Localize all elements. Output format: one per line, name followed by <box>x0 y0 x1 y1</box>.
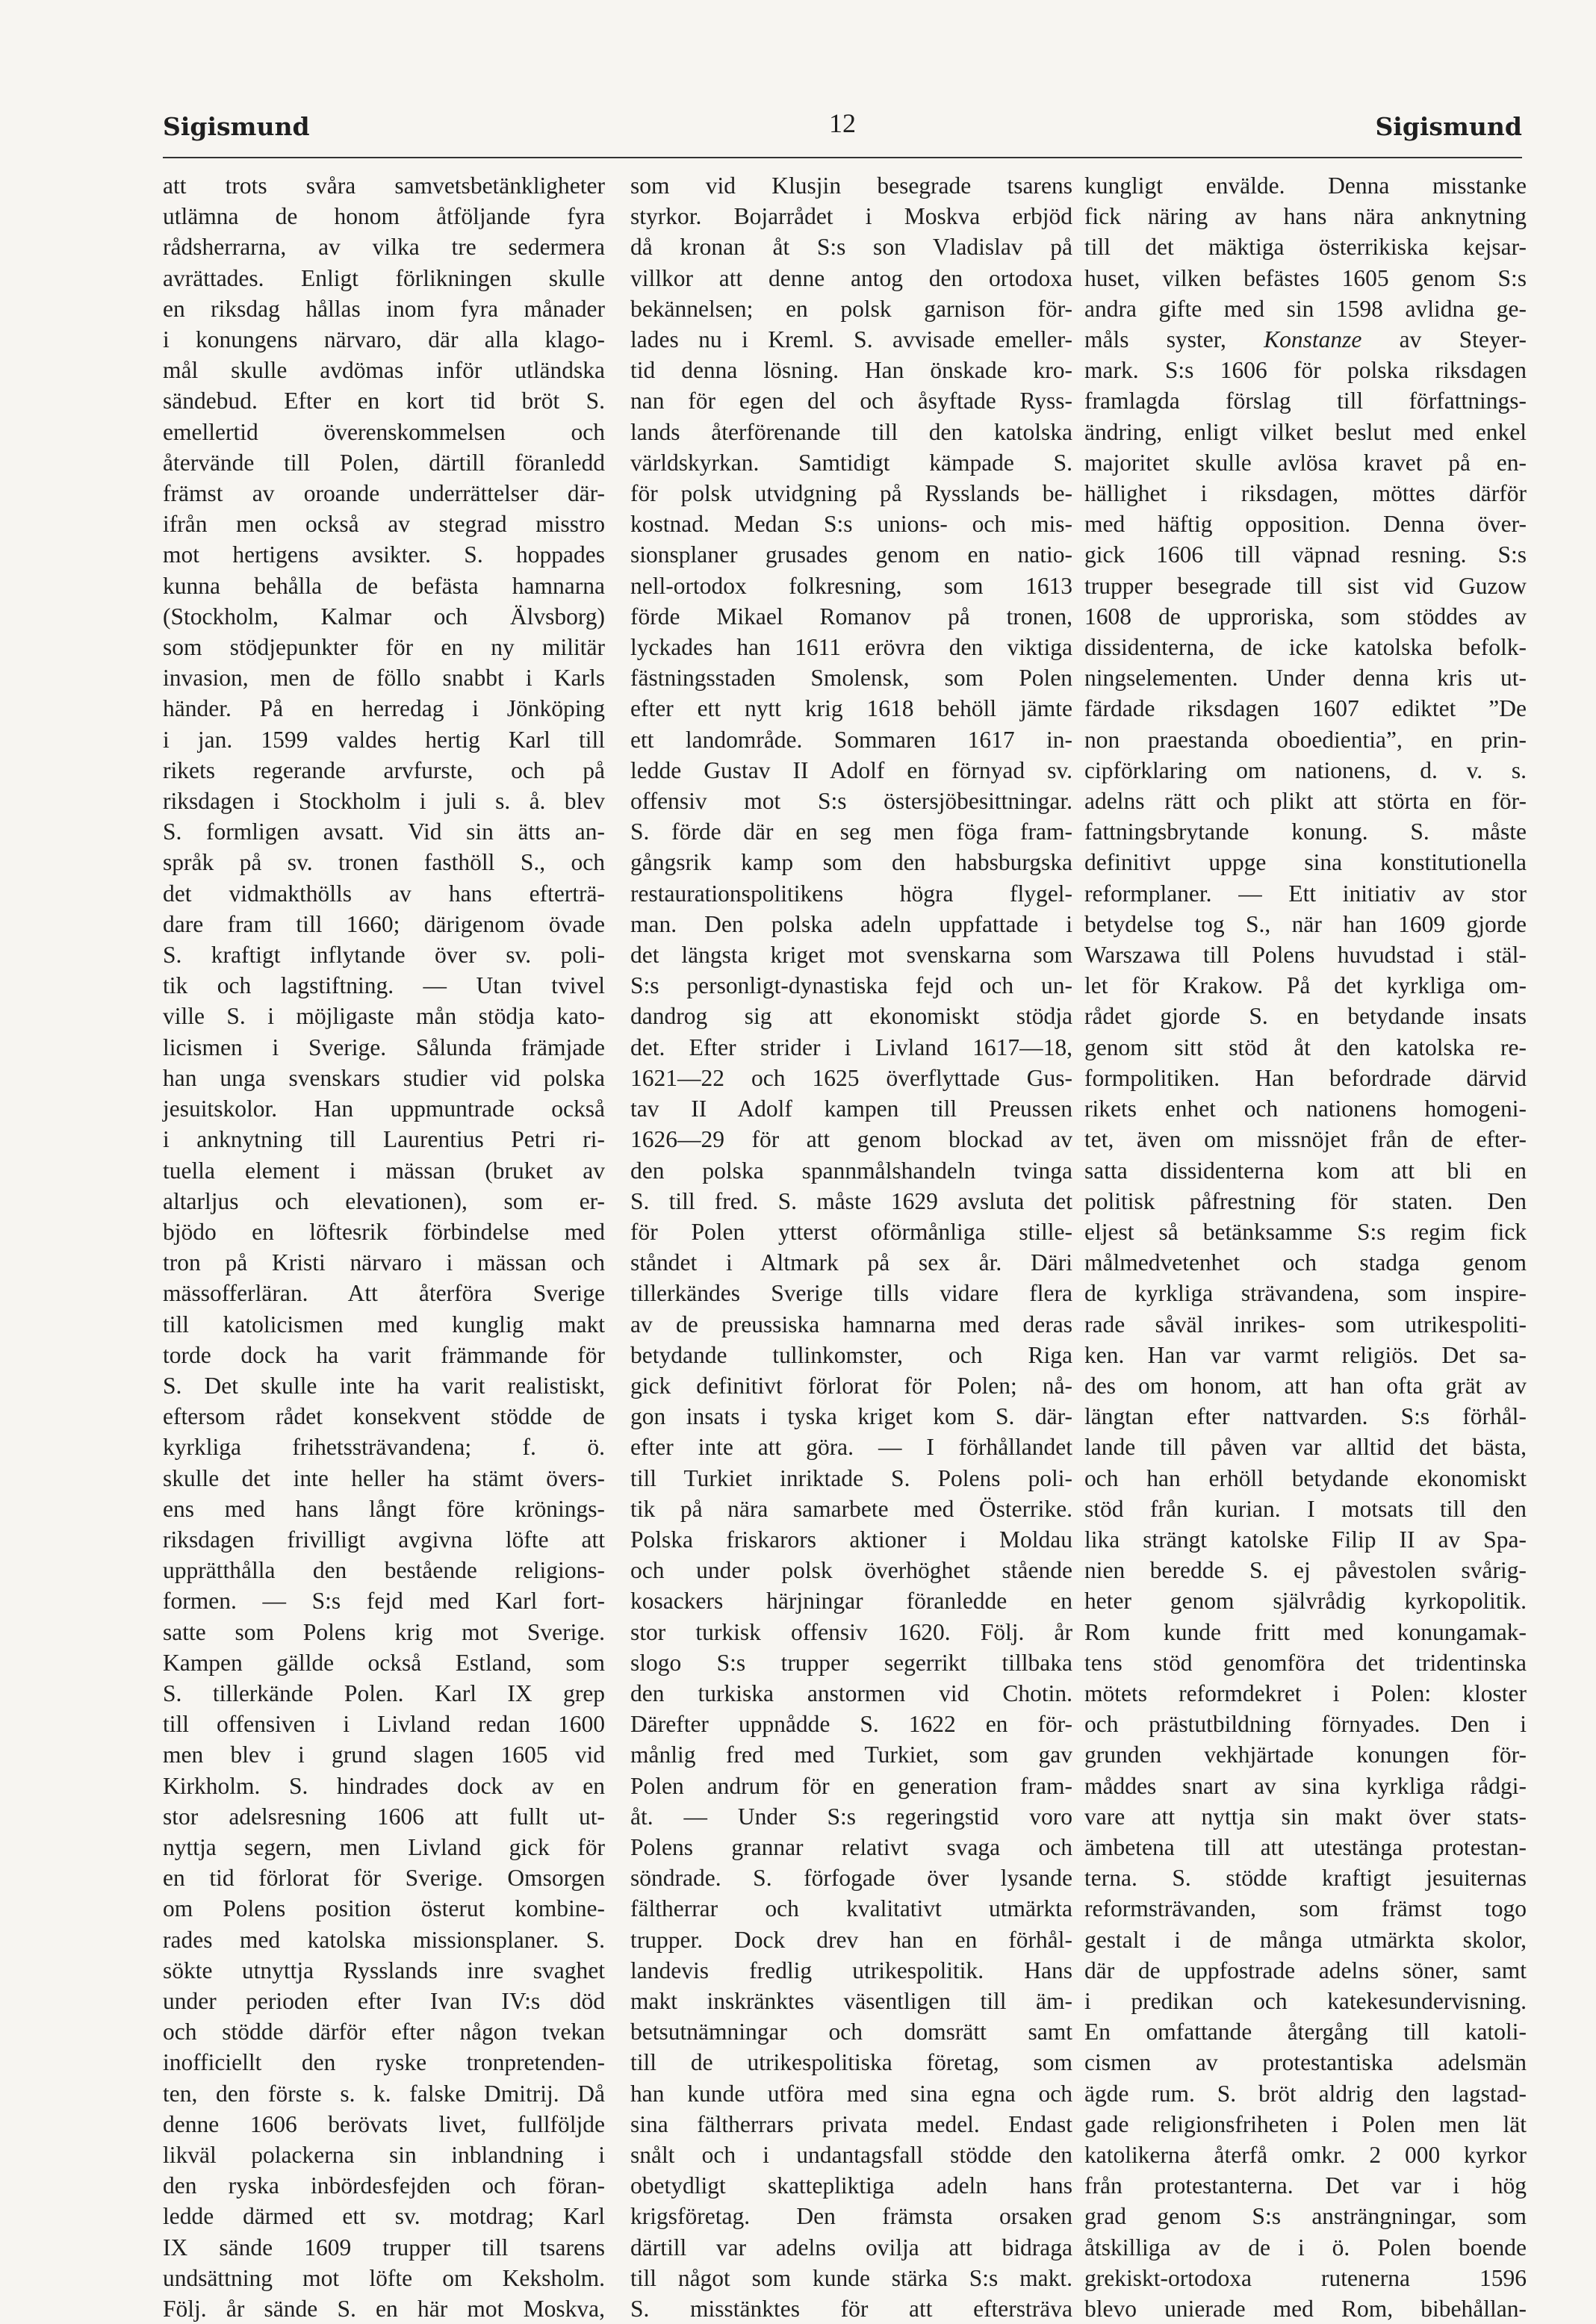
text-line: upprätthålla den bestående religions- <box>163 1557 605 1584</box>
text-line: till Turkiet inriktade S. Polens poli- <box>630 1464 1072 1491</box>
text-line: mötets reformdekret i Polen: kloster <box>1084 1680 1527 1706</box>
text-line: S. Det skulle inte ha varit realistiskt, <box>163 1372 605 1399</box>
text-line: mark. S:s 1606 för polska riksdagen <box>1084 357 1527 384</box>
text-line: des om honom, att han ofta grät av <box>1084 1372 1527 1399</box>
text-line: ens med hans långt före krönings- <box>163 1495 605 1522</box>
text-line: ändring, enligt vilket beslut med enkel <box>1084 418 1527 445</box>
text-line: och stödde därför efter någon tvekan <box>163 2019 605 2045</box>
text-line: let för Krakow. På det kyrkliga om- <box>1084 972 1527 999</box>
text-line: ken. Han var varmt religiös. Det sa- <box>1084 1341 1527 1368</box>
text-line: trupper. Dock drev han en förhål- <box>630 1926 1072 1953</box>
text-line: sökte utnyttja Rysslands inre svaghet <box>163 1957 605 1983</box>
text-line: ledde därmed ett sv. motdrag; Karl <box>163 2203 605 2230</box>
text-line: månlig fred med Turkiet, som gav <box>630 1742 1072 1768</box>
text-line: återvände till Polen, därtill föranledd <box>163 449 605 476</box>
text-line: tid denna lösning. Han önskade kro- <box>630 357 1072 384</box>
text-line: stöd från kurian. I motsats till den <box>1084 1495 1527 1522</box>
text-line: gon insats i tyska kriget kom S. där- <box>630 1403 1072 1430</box>
text-line: för Polen ytterst oförmånliga stille- <box>630 1218 1072 1245</box>
text-line: emellertid överenskommelsen och <box>163 418 605 445</box>
text-line: grad genom S:s ansträngningar, som <box>1084 2203 1527 2230</box>
text-line: lika strängt katolske Filip II av Spa- <box>1084 1526 1527 1553</box>
text-line: eftersom rådet konsekvent stödde de <box>163 1403 605 1430</box>
text-line: lades nu i Kreml. S. avvisade emeller- <box>630 326 1072 353</box>
text-line: sionsplaner grusades genom en natio- <box>630 541 1072 568</box>
text-line: formen. — S:s fejd med Karl fort- <box>163 1588 605 1615</box>
text-line: mål skulle avdömas inför utländska <box>163 357 605 384</box>
text-line: han kunde utföra med sina egna och <box>630 2080 1072 2107</box>
text-line: licismen i Sverige. Sålunda främjade <box>163 1034 605 1060</box>
text-line: lyckades han 1611 erövra den viktiga <box>630 634 1072 661</box>
text-line: 1626—29 för att genom blockad av <box>630 1126 1072 1153</box>
text-line: avrättades. Enligt förlikningen skulle <box>163 264 605 291</box>
text-line: politisk påfrestning för staten. Den <box>1084 1187 1527 1214</box>
text-line: fattningsbrytande konung. S. måste <box>1084 818 1527 845</box>
text-line: tens stöd genomföra det tridentinska <box>1084 1649 1527 1676</box>
text-line: till offensiven i Livland redan 1600 <box>163 1711 605 1738</box>
text-line: i predikan och katekesundervisning. <box>1084 1987 1527 2014</box>
text-column-1 <box>163 170 605 2323</box>
text-line: utlämna de honom åtföljande fyra <box>163 203 605 230</box>
text-line: S:s personligt-dynastiska fejd och un- <box>630 972 1072 999</box>
text-line: grekiskt-ortodoxa rutenerna 1596 <box>1084 2264 1527 2291</box>
text-line: reformplaner. — Ett initiativ av stor <box>1084 880 1527 907</box>
text-line: jesuitskolor. Han uppmuntrade också <box>163 1096 605 1122</box>
text-line: adelns rätt och plikt att störta en för- <box>1084 788 1527 815</box>
text-line: en tid förlorat för Sverige. Omsorgen <box>163 1865 605 1892</box>
text-line: betsutnämningar och domsrätt samt <box>630 2019 1072 2045</box>
column-2-paragraph <box>630 170 1072 2324</box>
text-line: det. Efter strider i Livland 1617—18, <box>630 1034 1072 1060</box>
text-line: men blev i grund slagen 1605 vid <box>163 1742 605 1768</box>
text-line: för polsk utvidgning på Rysslands be- <box>630 480 1072 507</box>
text-line: dandrog sig att ekonomiskt stödja <box>630 1003 1072 1030</box>
text-line: att trots svåra samvetsbetänkligheter <box>163 173 605 199</box>
text-line: han unga svenskars studier vid polska <box>163 1064 605 1091</box>
text-line: och prästutbildning förnyades. Den i <box>1084 1711 1527 1738</box>
text-line: då kronan åt S:s son Vladislav på <box>630 234 1072 261</box>
text-line: nell-ortodox folkresning, som 1613 <box>630 572 1072 599</box>
text-line: och han erhöll betydande ekonomiskt <box>1084 1464 1527 1491</box>
text-line: sina fältherrars privata medel. Endast <box>630 2110 1072 2137</box>
text-line: rikets regerande arvfurste, och på <box>163 756 605 783</box>
text-line: grunden vekhjärtade konungen för- <box>1084 1742 1527 1768</box>
running-head-left: Sigismund <box>163 112 310 141</box>
text-line: satta dissidenterna kom att bli en <box>1084 1157 1527 1184</box>
text-line: bjödo en löftesrik förbindelse med <box>163 1218 605 1245</box>
text-line: tuella element i mässan (bruket av <box>163 1157 605 1184</box>
text-line: mässofferläran. Att återföra Sverige <box>163 1280 605 1307</box>
text-line: den turkiska anstormen vid Chotin. <box>630 1680 1072 1706</box>
text-line: nien beredde S. ej påvestolen svårig- <box>1084 1557 1527 1584</box>
text-line: efter ett nytt krig 1618 behöll jämte <box>630 695 1072 722</box>
text-line: S. formligen avsatt. Vid sin ätts an- <box>163 818 605 845</box>
text-line: till något som kunde stärka S:s makt. <box>630 2264 1072 2291</box>
text-line: gick 1606 till väpnad resning. S:s <box>1084 541 1527 568</box>
text-line: katolikerna återfå omkr. 2 000 kyrkor <box>1084 2142 1527 2168</box>
text-line: tik på nära samarbete med Österrike. <box>630 1495 1072 1522</box>
text-line: rade såväl inrikes- som utrikespoliti- <box>1084 1311 1527 1337</box>
text-line: gade religionsfriheten i Polen men lät <box>1084 2110 1527 2137</box>
text-line: rades med katolska missionsplaner. S. <box>163 1926 605 1953</box>
text-line: snålt och i undantagsfall stödde den <box>630 2142 1072 2168</box>
text-line: Rom kunde fritt med konungamak- <box>1084 1618 1527 1645</box>
text-line: det vidmakthölls av hans efterträ- <box>163 880 605 907</box>
text-line: fältherrar och kvalitativt utmärkta <box>630 1895 1072 1922</box>
text-line: ämbetena till att utestänga protestan- <box>1084 1833 1527 1860</box>
text-line: Kirkholm. S. hindrades dock av en <box>163 1772 605 1799</box>
text-line: främst av oroande underrättelser där- <box>163 480 605 507</box>
text-line: Warszawa till Polens huvudstad i stäl- <box>1084 942 1527 969</box>
text-line: majoritet skulle avlösa kravet på en- <box>1084 449 1527 476</box>
text-line: nyttja segern, men Livland gick för <box>163 1833 605 1860</box>
text-line: trupper besegrade till sist vid Guzow <box>1084 572 1527 599</box>
text-line: Polen andrum för en generation fram- <box>630 1772 1072 1799</box>
text-line: om Polens position österut kombine- <box>163 1895 605 1922</box>
text-line: reformsträvanden, som främst togo <box>1084 1895 1527 1922</box>
text-line: längtan efter nattvarden. S:s förhål- <box>1084 1403 1527 1430</box>
text-line: inofficiellt den ryske tronpretenden- <box>163 2049 605 2076</box>
text-line: invasion, men de föllo snabbt i Karls <box>163 665 605 692</box>
text-line: (Stockholm, Kalmar och Älvsborg) <box>163 603 605 630</box>
text-line: mot hertigens avsikter. S. hoppades <box>163 541 605 568</box>
text-line: Polska friskarors aktioner i Moldau <box>630 1526 1072 1553</box>
text-line: formpolitiken. Han befordrade därvid <box>1084 1064 1527 1091</box>
text-line: rådet gjorde S. en betydande insats <box>1084 1003 1527 1030</box>
text-line: S. tillerkände Polen. Karl IX grep <box>163 1680 605 1706</box>
text-line: i anknytning till Laurentius Petri ri- <box>163 1126 605 1153</box>
text-line: i konungens närvaro, där alla klago- <box>163 326 605 353</box>
text-line: till det mäktiga österrikiska kejsar- <box>1084 234 1527 261</box>
text-line: lands återförenande till den katolska <box>630 418 1072 445</box>
text-line: ningselementen. Under denna kris ut- <box>1084 665 1527 692</box>
text-line: gick definitivt förlorat för Polen; nå- <box>630 1372 1072 1399</box>
text-line: färdade riksdagen 1607 ediktet ”De <box>1084 695 1527 722</box>
text-line: landevis fredlig utrikespolitik. Hans <box>630 1957 1072 1983</box>
text-line: offensiv mot S:s östersjöbesittningar. <box>630 788 1072 815</box>
text-line: genom sitt stöd åt den katolska re- <box>1084 1034 1527 1060</box>
text-line: 1608 de upproriska, som stöddes av <box>1084 603 1527 630</box>
text-line: förde Mikael Romanov på tronen, <box>630 603 1072 630</box>
text-line: de kyrkliga strävandena, som inspire- <box>1084 1280 1527 1307</box>
text-line: till de utrikespolitiska företag, som <box>630 2049 1072 2076</box>
text-line: rikets enhet och nationens homogeni- <box>1084 1096 1527 1122</box>
text-line: fästningsstaden Smolensk, som Polen <box>630 665 1072 692</box>
text-line: fick näring av hans nära anknytning <box>1084 203 1527 230</box>
text-line: villkor att denne antog den ortodoxa <box>630 264 1072 291</box>
text-line: 1621—22 och 1625 överflyttade Gus- <box>630 1064 1072 1091</box>
text-line: gångsrik kamp som den habsburgska <box>630 849 1072 876</box>
text-line: huset, vilken befästes 1605 genom S:s <box>1084 264 1527 291</box>
text-line: heter genom självrådig kyrkopolitik. <box>1084 1588 1527 1615</box>
text-line: där de uppfostrade adelns söner, samt <box>1084 1957 1527 1983</box>
text-line: tillerkändes Sverige tills vidare flera <box>630 1280 1072 1307</box>
text-line: den polska spannmålshandeln tvinga <box>630 1157 1072 1184</box>
text-line: kosackers härjningar föranledde en <box>630 1588 1072 1615</box>
text-line: bekännelsen; en polsk garnison för- <box>630 295 1072 322</box>
text-column-2 <box>630 170 1072 2323</box>
text-line: restaurationspolitikens högra flygel- <box>630 880 1072 907</box>
text-line: andra gifte med sin 1598 avlidna ge- <box>1084 295 1527 322</box>
text-line: kyrkliga frihetssträvandena; f. ö. <box>163 1434 605 1461</box>
text-line: tik och lagstiftning. — Utan tvivel <box>163 972 605 999</box>
text-line: ståndet i Altmark på sex år. Däri <box>630 1249 1072 1276</box>
column-1-paragraph <box>163 170 605 2324</box>
text-line: händer. På en herredag i Jönköping <box>163 695 605 722</box>
text-line: dare fram till 1660; därigenom övade <box>163 910 605 937</box>
text-line: dissidenterna, de icke katolska befolk- <box>1084 634 1527 661</box>
text-line: ten, den förste s. k. falske Dmitrij. Då <box>163 2080 605 2107</box>
text-line: S. misstänktes för att eftersträva <box>630 2296 1072 2323</box>
text-line: riksdagen frivilligt avgivna löfte att <box>163 1526 605 1553</box>
text-line: från protestanterna. Det var i hög <box>1084 2172 1527 2199</box>
text-line: terna. S. stödde kraftigt jesuiternas <box>1084 1865 1527 1892</box>
text-line: ett landområde. Sommaren 1617 in- <box>630 726 1072 753</box>
text-line: makt inskränktes väsentligen till äm- <box>630 1987 1072 2014</box>
text-line: i jan. 1599 valdes hertig Karl till <box>163 726 605 753</box>
text-line: torde dock ha varit främmande för <box>163 1341 605 1368</box>
text-line: Kampen gällde också Estland, som <box>163 1649 605 1676</box>
text-line: En omfattande återgång till katoli- <box>1084 2019 1527 2045</box>
text-line: ledde Gustav II Adolf en förnyad sv. <box>630 756 1072 783</box>
text-line: IX sände 1609 trupper till tsarens <box>163 2234 605 2261</box>
text-line: man. Den polska adeln uppfattade i <box>630 910 1072 937</box>
running-head-right: Sigismund <box>1375 112 1522 141</box>
text-line: gestalt i de många utmärkta skolor, <box>1084 1926 1527 1953</box>
text-line: det längsta kriget mot svenskarna som <box>630 942 1072 969</box>
text-line: Därefter uppnådde S. 1622 en för- <box>630 1711 1072 1738</box>
text-column-3 <box>1084 170 1527 2323</box>
text-line: satte som Polens krig mot Sverige. <box>163 1618 605 1645</box>
text-line: kunna behålla de befästa hamnarna <box>163 572 605 599</box>
text-line: S. förde där en seg men föga fram- <box>630 818 1072 845</box>
running-header <box>163 97 1522 158</box>
text-line: styrkor. Bojarrådet i Moskva erbjöd <box>630 203 1072 230</box>
text-line: därtill var adelns ovilja att bidraga <box>630 2234 1072 2261</box>
text-line: ville S. i möjligaste mån stödja kato- <box>163 1003 605 1030</box>
text-line: obetydligt skattepliktiga adeln hans <box>630 2172 1072 2199</box>
text-line: och under polsk överhöghet stående <box>630 1557 1072 1584</box>
text-line: cismen av protestantiska adelsmän <box>1084 2049 1527 2076</box>
text-line: till katolicismen med kunglig makt <box>163 1311 605 1337</box>
text-line: tet, även om missnöjet från de efter- <box>1084 1126 1527 1153</box>
text-line: kostnad. Medan S:s unions- och mis- <box>630 511 1072 538</box>
column-3-paragraph <box>1084 170 1527 2324</box>
text-line: hällighet i riksdagen, möttes därför <box>1084 480 1527 507</box>
text-line: åtskilliga av de i ö. Polen boende <box>1084 2234 1527 2261</box>
text-line: betydelse tog S., när han 1609 gjorde <box>1084 910 1527 937</box>
text-line: non praestanda oboedientia”, en prin- <box>1084 726 1527 753</box>
italic-name: Konstanze <box>1264 326 1362 353</box>
text-line: söndrade. S. förfogade över lysande <box>630 1865 1072 1892</box>
text-line: eljest så betänksamme S:s regim fick <box>1084 1218 1527 1245</box>
text-line: en riksdag hållas inom fyra månader <box>163 295 605 322</box>
text-line: under perioden efter Ivan IV:s död <box>163 1987 605 2014</box>
text-line: stor adelsresning 1606 att fullt ut- <box>163 1803 605 1830</box>
text-line: rådsherrarna, av vilka tre sedermera <box>163 234 605 261</box>
text-line: altarljus och elevationen), som er- <box>163 1187 605 1214</box>
text-line: sändebud. Efter en kort tid bröt S. <box>163 388 605 414</box>
text-line: med häftig opposition. Denna över- <box>1084 511 1527 538</box>
text-line: ägde rum. S. bröt aldrig den lagstad- <box>1084 2080 1527 2107</box>
page-number: 12 <box>829 108 856 138</box>
text-line: åt. — Under S:s regeringstid voro <box>630 1803 1072 1830</box>
text-line: framlagda förslag till författnings- <box>1084 388 1527 414</box>
text-line: skulle det inte heller ha stämt övers- <box>163 1464 605 1491</box>
text-line: Polens grannar relativt svaga och <box>630 1833 1072 1860</box>
text-line: vare att nyttja sin makt över stats- <box>1084 1803 1527 1830</box>
text-line: cipförklaring om nationens, d. v. s. <box>1084 756 1527 783</box>
text-line: Följ. år sände S. en här mot Moskva, <box>163 2296 605 2323</box>
text-line: språk på sv. tronen fasthöll S., och <box>163 849 605 876</box>
text-line: betydande tullinkomster, och Riga <box>630 1341 1072 1368</box>
text-line: slogo S:s trupper segerrikt tillbaka <box>630 1649 1072 1676</box>
text-line: definitivt uppge sina konstitutionella <box>1084 849 1527 876</box>
text-line: den ryska inbördesfejden och föran- <box>163 2172 605 2199</box>
text-line: av de preussiska hamnarna med deras <box>630 1311 1072 1337</box>
text-line: som stödjepunkter för en ny militär <box>163 634 605 661</box>
text-line: måls syster, Konstanze av Steyer- <box>1084 326 1527 353</box>
text-line: likväl polackerna sin inblandning i <box>163 2142 605 2168</box>
text-line: som vid Klusjin besegrade tsarens <box>630 173 1072 199</box>
text-line: riksdagen i Stockholm i juli s. å. blev <box>163 788 605 815</box>
text-line: målmedvetenhet och stadga genom <box>1084 1249 1527 1276</box>
text-line: krigsföretag. Den främsta orsaken <box>630 2203 1072 2230</box>
text-line: blevo unierade med Rom, bibehållan- <box>1084 2296 1527 2323</box>
text-line: denne 1606 berövats livet, fullföljde <box>163 2110 605 2137</box>
text-line: S. kraftigt inflytande över sv. poli- <box>163 942 605 969</box>
text-line: efter inte att göra. — I förhållandet <box>630 1434 1072 1461</box>
text-line: världskyrkan. Samtidigt kämpade S. <box>630 449 1072 476</box>
text-line: måddes snart av sina kyrkliga rådgi- <box>1084 1772 1527 1799</box>
text-line: S. till fred. S. måste 1629 avsluta det <box>630 1187 1072 1214</box>
text-line: tron på Kristi närvaro i mässan och <box>163 1249 605 1276</box>
text-line: kungligt envälde. Denna misstanke <box>1084 173 1527 199</box>
text-line: tav II Adolf kampen till Preussen <box>630 1096 1072 1122</box>
text-line: lande till påven var alltid det bästa, <box>1084 1434 1527 1461</box>
text-line: nan för egen del och åsyftade Ryss- <box>630 388 1072 414</box>
text-line: ifrån men också av stegrad misstro <box>163 511 605 538</box>
text-line: undsättning mot löfte om Keksholm. <box>163 2264 605 2291</box>
text-line: stor turkisk offensiv 1620. Följ. år <box>630 1618 1072 1645</box>
